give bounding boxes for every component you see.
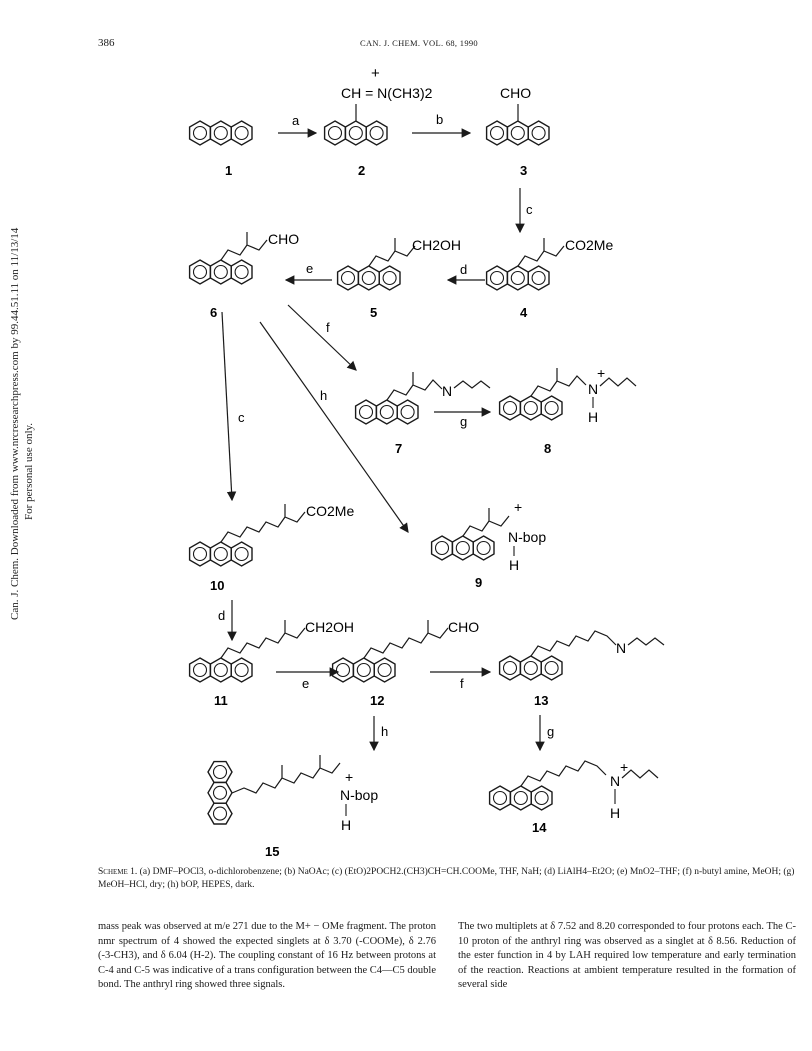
compound-9-structure (432, 536, 494, 560)
compound-5-label: 5 (370, 305, 378, 320)
arrow-h1 (260, 322, 408, 532)
compound-5-chain (369, 238, 415, 266)
arrow-label-h2: h (381, 724, 389, 739)
compound-14-structure (490, 786, 552, 810)
compound-12-label: 12 (370, 693, 385, 708)
arrow-f1 (288, 305, 356, 370)
compound-3-cho: CHO (500, 85, 532, 101)
page-number: 386 (98, 37, 115, 49)
compound-14-plus: + (620, 759, 629, 775)
compound-8-plus: + (597, 365, 606, 381)
iminium-group: CH = N(CH3)2 (341, 85, 433, 101)
arrow-label-g2: g (547, 724, 555, 739)
download-watermark-line2: For personal use only. (23, 422, 35, 520)
download-watermark (8, 228, 36, 620)
arrow-label-g1: g (460, 414, 468, 429)
compound-11-ch2oh: CH2OH (305, 619, 355, 635)
compound-2-structure (325, 121, 387, 145)
compound-1-structure (190, 121, 252, 145)
compound-8-chain (531, 368, 586, 396)
body-column-left (98, 920, 436, 993)
compound-4-label: 4 (520, 305, 528, 320)
compound-7-n: N (442, 383, 453, 399)
compound-9-chain (463, 508, 509, 536)
compound-9-h: H (509, 557, 520, 573)
caption-text: (a) DMF–POCl3, o-dichlorobenzene; (b) NaOAc; (c) (EtO)2POCH2.(CH3)CH=CH.COOMe, THF, NaH; (d) LiAlH4–Et2O; (e) MnO2–THF; (f) n-butyl amine, MeOH; (g) MeOH–HCl, dry; (h) bOP, HEPES, dark. (98, 867, 795, 890)
compound-10-chain (221, 504, 305, 542)
compound-11-structure (190, 658, 252, 682)
compound-6-label: 6 (210, 305, 218, 320)
compound-11-chain (221, 620, 305, 658)
iminium-plus: + (371, 65, 380, 82)
arrow-label-d1: d (460, 262, 468, 277)
body-column-right (458, 920, 796, 993)
arrow-label-h1: h (320, 388, 328, 403)
compound-10-structure (190, 542, 252, 566)
compound-10-co2me: CO2Me (306, 503, 355, 519)
compound-8-structure (500, 396, 562, 420)
compound-13-label: 13 (534, 693, 549, 708)
arrow-label-d2: d (218, 608, 226, 623)
compound-14-chain (521, 761, 606, 786)
compound-15-chain (232, 755, 340, 793)
compound-3-label: 3 (520, 163, 528, 178)
compound-15-plus: + (345, 769, 354, 785)
compound-14-n: N (610, 773, 621, 789)
compound-8-butyl (600, 378, 636, 386)
compound-4-co2me: CO2Me (565, 237, 614, 253)
arrow-label-c2: c (238, 410, 245, 425)
arrow-label-b: b (436, 112, 444, 127)
compound-6-cho: CHO (268, 231, 300, 247)
arrow-label-f2: f (460, 676, 464, 691)
compound-12-structure (333, 658, 395, 682)
compound-11-label: 11 (214, 693, 228, 708)
compound-4-chain (518, 238, 564, 266)
compound-9-label: 9 (475, 575, 483, 590)
arrow-c2 (222, 312, 232, 500)
download-watermark-line1: Can. J. Chem. Downloaded from www.nrcresearchpress.com by 99.44.51.11 on 11/13/14 (9, 227, 21, 620)
compound-12-cho: CHO (448, 619, 480, 635)
body-paragraph-right: The two multiplets at δ 7.52 and 8.20 corresponded to four protons each. The C-10 proton of the anthryl ring was observed as a singlet at δ 8.56. Reduction of the ester function in 4 by LAH required low temperature and early termination of the reaction. Reactions at ambient temperature resulted in the formation of several side (458, 921, 796, 990)
compound-15-structure (208, 762, 232, 824)
compound-7-butyl (454, 381, 490, 388)
compound-14-label: 14 (532, 820, 547, 835)
arrow-label-a: a (292, 113, 300, 128)
compound-1-label: 1 (225, 163, 233, 178)
body-paragraph-left: mass peak was observed at m/e 271 due to the M+ − OMe fragment. The proton nmr spectrum of 4 showed the expected singlets at δ 3.70 (-COOMe), δ 2.76 (-3-CH3), and δ 6.04 (H-2). The coupling constant of 16 Hz between protons at C-4 and C-5 was indicative of a trans configuration between the C4—C5 double bond. The anthryl ring showed three signals. (98, 921, 436, 990)
compound-10-label: 10 (210, 578, 225, 593)
compound-13-n: N (616, 640, 627, 656)
compound-13-butyl (628, 638, 664, 645)
compound-12-chain (364, 620, 448, 658)
arrow-label-f1: f (326, 320, 330, 335)
running-head: CAN. J. CHEM. VOL. 68, 1990 (360, 38, 478, 48)
caption-lead: Scheme 1. (98, 867, 138, 877)
scheme-caption (98, 866, 798, 892)
arrow-label-e2: e (302, 676, 310, 691)
compound-4-structure (487, 266, 549, 290)
compound-6-structure (190, 260, 252, 284)
compound-7-structure (356, 400, 418, 424)
reaction-scheme (180, 60, 800, 860)
arrow-label-c1: c (526, 202, 533, 217)
compound-13-chain (531, 631, 616, 656)
compound-5-structure (338, 266, 400, 290)
compound-5-ch2oh: CH2OH (412, 237, 462, 253)
compound-8-label: 8 (544, 441, 552, 456)
compound-15-nbop: N-bop (340, 787, 379, 803)
compound-13-structure (500, 656, 562, 680)
compound-7-chain (387, 372, 442, 400)
compound-9-plus: + (514, 499, 523, 515)
compound-9-nbop: N-bop (508, 529, 547, 545)
compound-15-h: H (341, 817, 352, 833)
compound-15-label: 15 (265, 844, 280, 859)
compound-3-structure (487, 121, 549, 145)
compound-2-label: 2 (358, 163, 366, 178)
compound-8-n: N (588, 381, 599, 397)
arrow-label-e1: e (306, 261, 314, 276)
compound-14-h: H (610, 805, 621, 821)
compound-7-label: 7 (395, 441, 403, 456)
compound-8-h: H (588, 409, 599, 425)
compound-6-chain (221, 232, 267, 260)
